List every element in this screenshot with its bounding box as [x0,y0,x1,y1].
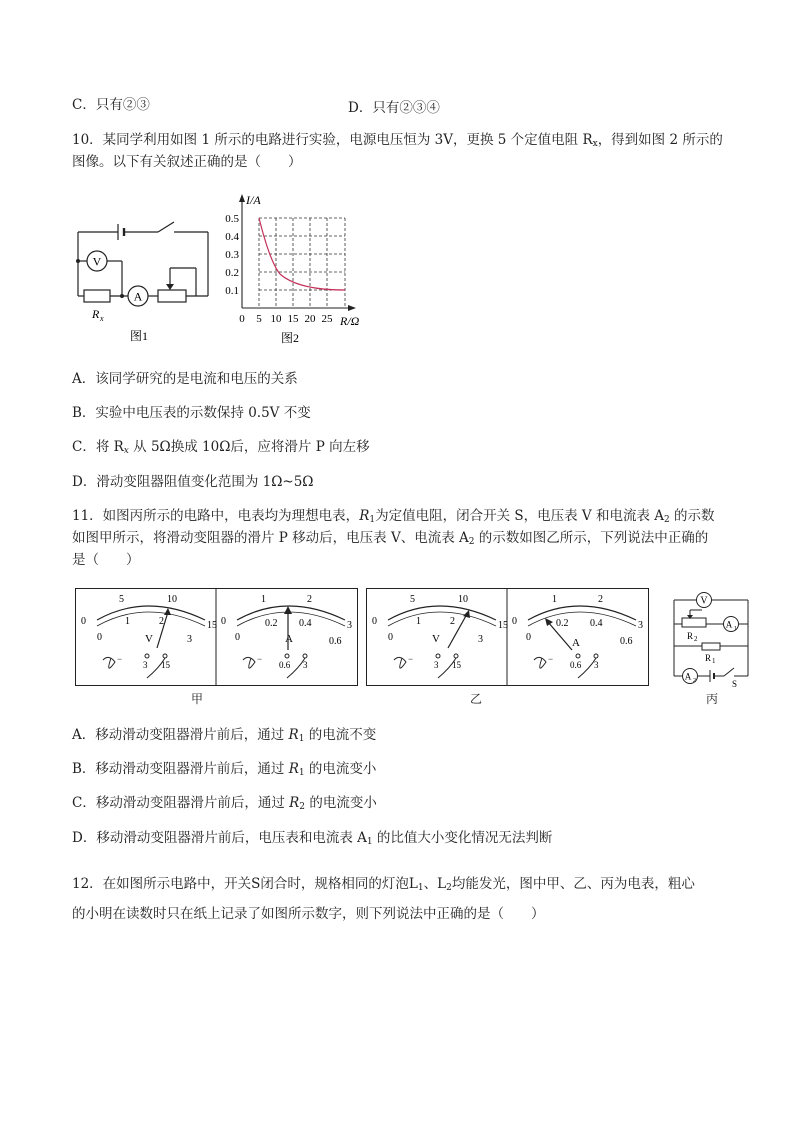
svg-text:0: 0 [372,616,377,627]
svg-text:0: 0 [239,313,245,325]
q10-option-c: C．将 $R_x$ 从 5Ω换成 10Ω后，应将滑片 P 向左移 [72,439,370,456]
svg-text:2: 2 [598,594,603,605]
q11-option-a: A．移动滑动变阻器滑片前后，通过 $R_1$ 的电流不变 [72,727,377,744]
svg-text:3: 3 [638,620,643,631]
svg-text:3: 3 [303,660,308,670]
q11-option-c: C．移动滑动变阻器滑片前后，通过 $R_2$ 的电流变小 [72,795,377,812]
rx-resistor [84,290,110,302]
caption-yi: 乙 [470,692,483,706]
svg-text:I/A: I/A [246,193,261,207]
q11-option-d: D．移动滑动变阻器滑片前后，电压表和电流表 $A_1$ 的比值大小变化情况无法判断 [72,830,553,847]
svg-text:R/Ω: R/Ω [340,314,360,328]
svg-text:3: 3 [478,634,483,645]
caption-jia: 甲 [191,692,204,706]
svg-text:−: − [548,654,554,664]
svg-text:0.2: 0.2 [556,618,569,629]
svg-text:5: 5 [410,594,415,605]
svg-text:V: V [432,633,440,645]
svg-text:A: A [684,671,692,682]
svg-text:R: R [92,307,100,321]
q11-stem-line2: 如图甲所示，将滑动变阻器的滑片 P 移动后，电压表 V、电流表 $A_2$ 的示数如图乙所示，下列说法中正确的 [72,530,709,547]
svg-text:R: R [705,653,712,663]
svg-text:0.6: 0.6 [279,660,291,670]
svg-text:0.4: 0.4 [225,231,239,243]
svg-text:0: 0 [81,616,86,627]
svg-text:2: 2 [159,616,164,627]
q11-option-b: B．移动滑动变阻器滑片前后，通过 $R_1$ 的电流变小 [72,761,377,778]
svg-text:R: R [687,631,694,641]
svg-text:0.4: 0.4 [299,618,312,629]
svg-text:5: 5 [119,594,124,605]
svg-text:3: 3 [187,634,192,645]
svg-text:2: 2 [450,616,455,627]
svg-text:−: − [117,654,123,664]
svg-text:10: 10 [458,594,468,605]
svg-text:0.6: 0.6 [329,636,342,647]
svg-text:0.2: 0.2 [265,618,278,629]
svg-text:3: 3 [143,660,148,670]
svg-text:2: 2 [307,594,312,605]
svg-text:10: 10 [270,313,282,325]
svg-text:0: 0 [235,632,240,643]
r1-resistor [702,643,720,650]
q10-option-a: A．该同学研究的是电流和电压的关系 [72,371,298,387]
svg-text:1: 1 [552,594,557,605]
q10-option-d: D．滑动变阻器阻值变化范围为 1Ω~5Ω [72,474,314,490]
svg-text:15: 15 [498,620,508,631]
svg-text:0: 0 [97,632,102,643]
svg-text:10: 10 [167,594,177,605]
svg-text:3: 3 [434,660,439,670]
svg-text:15: 15 [287,313,299,325]
svg-text:0: 0 [512,616,517,627]
svg-text:1: 1 [416,616,421,627]
caption-bing: 丙 [706,692,719,706]
q12-stem-line2: 的小明在读数时只在纸上记录了如图所示数字，则下列说法中正确的是（ ） [72,906,545,922]
svg-text:15: 15 [207,620,217,631]
svg-text:0: 0 [388,632,393,643]
q10-option-b: B．实验中电压表的示数保持 0.5V 不变 [72,405,311,421]
svg-text:3: 3 [347,620,352,631]
svg-text:0.6: 0.6 [570,660,582,670]
q10-figure2-graph [218,192,368,348]
svg-text:1: 1 [734,626,737,632]
r2-rheostat [682,618,706,627]
fig2-caption: 图2 [280,331,300,345]
svg-text:1: 1 [125,616,130,627]
svg-text:5: 5 [256,313,262,325]
svg-text:0.5: 0.5 [225,213,239,225]
svg-text:20: 20 [304,313,316,325]
svg-text:0.6: 0.6 [620,636,633,647]
svg-text:A: A [572,637,580,649]
q9-option-d: D．只有②③④ [348,100,440,116]
fig1-caption: 图1 [129,329,149,343]
q11-figure-bing-circuit [668,588,758,688]
svg-text:A: A [133,289,143,304]
svg-text:0.4: 0.4 [590,618,603,629]
svg-text:A: A [285,633,293,645]
svg-text:A: A [725,619,733,630]
svg-text:1: 1 [712,657,716,665]
svg-text:0: 0 [221,616,226,627]
q11-stem-line3: 是（ ） [72,552,140,568]
svg-text:0: 0 [526,632,531,643]
q11-stem-line1: 11．如图丙所示的电路中，电表均为理想电表，$R_1$为定值电阻，闭合开关 S，电压表 V 和电流表 $A_2$ 的示数 [72,508,715,525]
svg-text:S: S [732,679,738,688]
svg-text:0.2: 0.2 [225,267,239,279]
svg-text:1: 1 [261,594,266,605]
rheostat [158,290,186,302]
q9-option-c: C．只有②③ [72,97,150,113]
svg-text:3: 3 [594,660,599,670]
svg-text:0.1: 0.1 [225,285,239,297]
svg-text:−: − [408,654,414,664]
meter-panel-yi [366,588,649,686]
svg-text:x: x [100,314,104,323]
svg-text:V: V [145,633,153,645]
meter-panel-jia [75,588,358,686]
svg-text:2: 2 [694,635,698,643]
svg-text:V: V [700,595,708,607]
svg-text:V: V [92,254,102,269]
svg-text:15: 15 [161,660,170,670]
svg-text:0.3: 0.3 [225,249,239,261]
q10-figure1-circuit [70,218,220,346]
q12-stem-line1: 12．在如图所示电路中，开关S闭合时，规格相同的灯泡$L_1$、$L_2$均能发光，图中甲、乙、丙为电表，粗心 [72,876,695,893]
svg-text:25: 25 [321,313,333,325]
q10-stem-line2: 图像。以下有关叙述正确的是（ ） [72,154,302,170]
svg-text:2: 2 [693,678,696,684]
svg-text:−: − [257,654,263,664]
svg-text:15: 15 [452,660,461,670]
q10-stem-line1: 10．某同学利用如图 1 所示的电路进行实验，电源电压恒为 3V，更换 5 个定值电阻 $R_x$，得到如图 2 所示的 [72,132,723,149]
